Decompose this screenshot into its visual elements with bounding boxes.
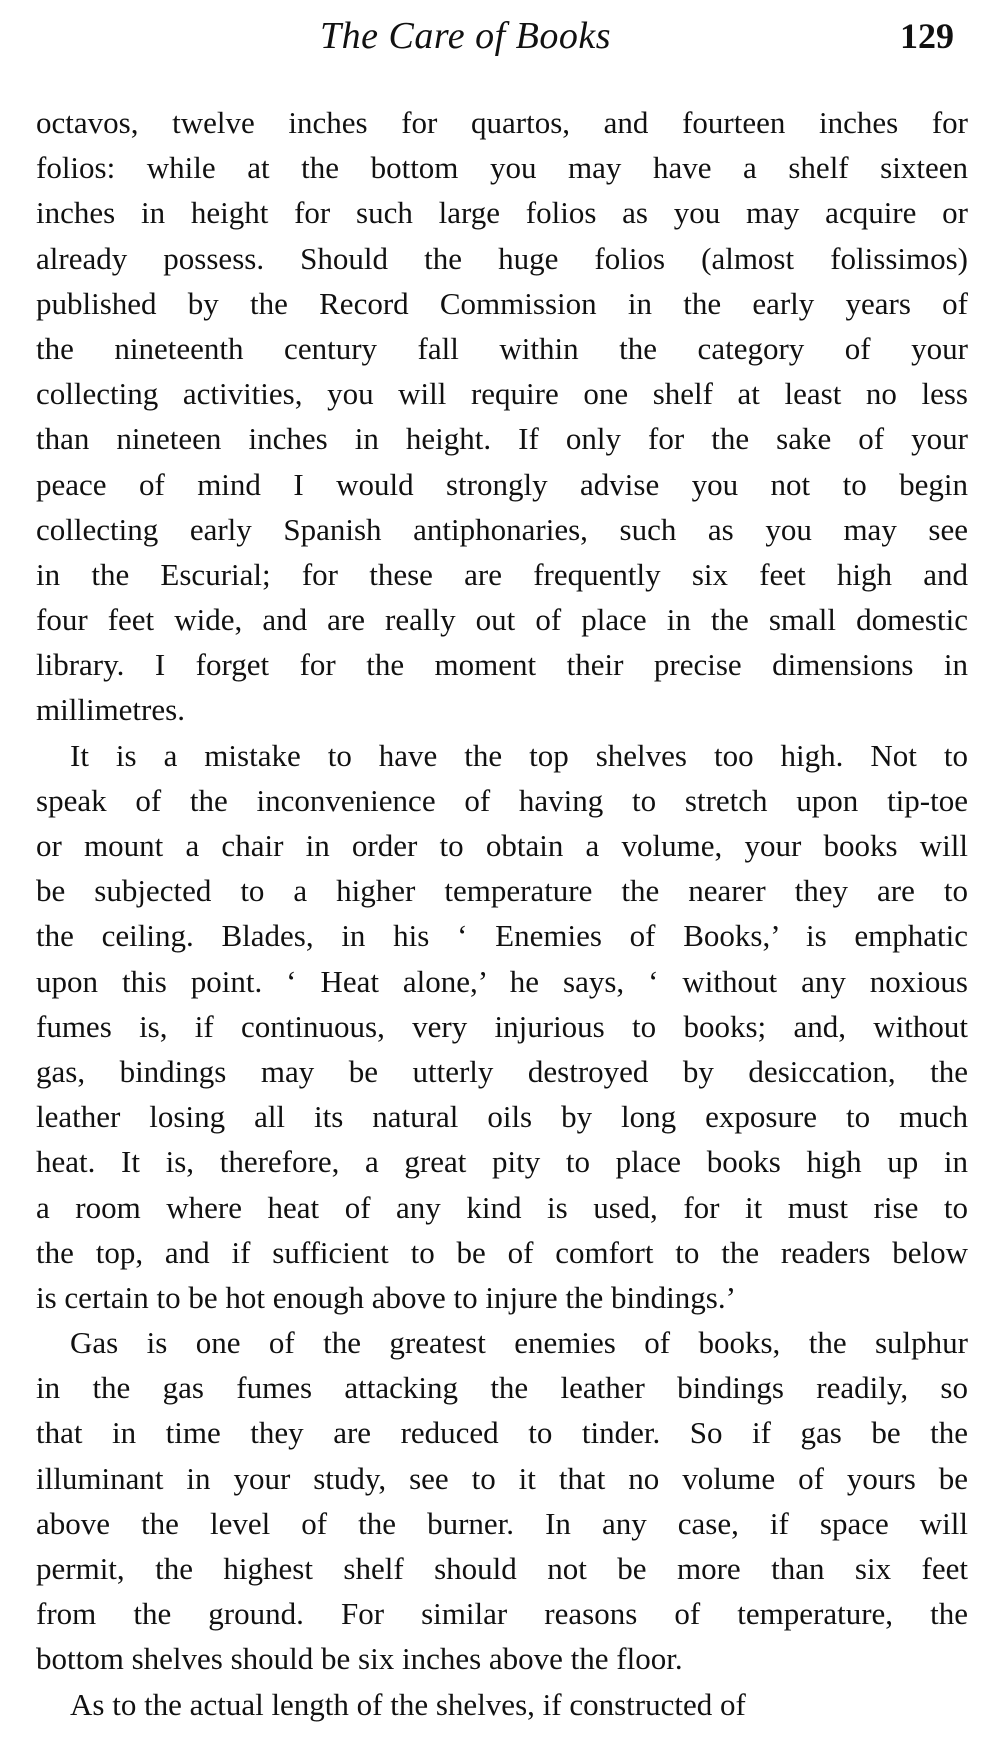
text-line: from the ground. For similar reasons of temperature, the	[36, 1596, 968, 1632]
text-line: fumes is, if continuous, very injurious to books; and, without	[36, 1008, 968, 1044]
body-text	[36, 100, 968, 1727]
page-number: 129	[900, 16, 954, 56]
text-line: a room where heat of any kind is used, for it must rise to	[36, 1189, 968, 1225]
paragraph	[36, 1320, 968, 1682]
text-line: the nineteenth century fall within the category of your	[36, 330, 968, 366]
text-line: octavos, twelve inches for quartos, and fourteen inches for	[36, 105, 968, 140]
text-line: permit, the highest shelf should not be more than six feet	[36, 1551, 968, 1586]
text-line: than nineteen inches in height. If only for the sake of your	[36, 421, 968, 457]
text-line: millimetres.	[36, 692, 185, 728]
paragraph	[36, 100, 968, 733]
text-line: be subjected to a higher temperature the nearer they are to	[36, 873, 968, 909]
text-line: library. I forget for the moment their precise dimensions in	[36, 647, 968, 683]
text-line: As to the actual length of the shelves, if constructed of	[70, 1686, 746, 1722]
text-line: in the Escurial; for these are frequently six feet high and	[36, 556, 968, 592]
text-line: speak of the inconvenience of having to stretch upon tip-toe	[36, 782, 968, 818]
text-line: Gas is one of the greatest enemies of books, the sulphur	[70, 1325, 968, 1361]
text-line: peace of mind I would strongly advise you not to begin	[36, 466, 968, 502]
text-line: heat. It is, therefore, a great pity to place books high up in	[36, 1144, 968, 1180]
paragraph	[36, 733, 968, 1320]
text-line: bottom shelves should be six inches above the floor.	[36, 1641, 683, 1677]
text-line: the top, and if sufficient to be of comfort to the readers below	[36, 1234, 968, 1270]
text-line: collecting early Spanish antiphonaries, such as you may see	[36, 511, 968, 547]
text-line: four feet wide, and are really out of place in the small domestic	[36, 602, 968, 638]
text-line: published by the Record Commission in the early years of	[36, 285, 968, 321]
text-line: or mount a chair in order to obtain a volume, your books will	[36, 828, 968, 863]
text-line: the ceiling. Blades, in his ‘ Enemies of Books,’ is emphatic	[36, 918, 968, 954]
text-line: already possess. Should the huge folios (almost folissimos)	[36, 240, 968, 276]
running-head	[0, 12, 1000, 68]
text-line: It is a mistake to have the top shelves too high. Not to	[70, 737, 968, 773]
text-line: in the gas fumes attacking the leather bindings readily, so	[36, 1370, 968, 1406]
text-line: above the level of the burner. In any case, if space will	[36, 1505, 968, 1541]
text-line: leather losing all its natural oils by long exposure to much	[36, 1099, 968, 1135]
text-line: illuminant in your study, see to it that no volume of yours be	[36, 1460, 968, 1496]
text-line: gas, bindings may be utterly destroyed by desiccation, the	[36, 1053, 968, 1089]
text-line: that in time they are reduced to tinder. So if gas be the	[36, 1415, 968, 1451]
text-line: is certain to be hot enough above to injure the bindings.’	[36, 1279, 736, 1315]
paragraph	[36, 1682, 968, 1727]
running-title: The Care of Books	[320, 15, 612, 57]
text-line: folios: while at the bottom you may have a shelf sixteen	[36, 150, 968, 186]
text-line: inches in height for such large folios as you may acquire or	[36, 195, 968, 231]
text-line: collecting activities, you will require one shelf at least no less	[36, 376, 968, 412]
text-line: upon this point. ‘ Heat alone,’ he says, ‘ without any noxious	[36, 963, 968, 999]
